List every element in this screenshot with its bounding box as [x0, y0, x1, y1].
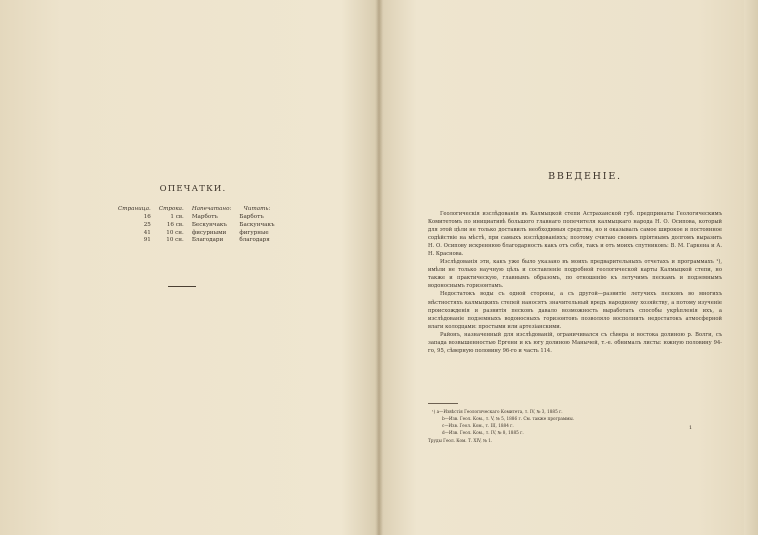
errata-col-page: Страница. — [118, 206, 151, 212]
errata-printed: фисурными — [191, 229, 227, 236]
errata-divider — [168, 286, 196, 287]
paragraph: Районъ, назначенный для изслѣдованій, ограничивался съ сѣвера и востока долиною р. Волги, съ запада возвышенностью Ергени и къ югу долиною Манычей, т.-е. обнималъ листы: южную половину 94-го, 95, сѣверную половину 96-го и часть 114. — [428, 331, 722, 354]
footnote: d—Изв. Геол. Ком., т. IV, № 8, 1885 г. — [442, 430, 524, 435]
errata-read: фигурные — [239, 229, 269, 236]
table-row — [114, 237, 279, 245]
errata-col-printed: Напечатано: — [191, 206, 232, 212]
footnote-divider — [428, 403, 458, 404]
errata-printed: Марботъ — [191, 214, 218, 220]
table-row — [114, 214, 279, 222]
errata-line: 10 сн. — [166, 237, 184, 244]
right-page — [384, 0, 758, 535]
errata-page: 41 — [143, 229, 151, 236]
footnotes — [432, 408, 574, 436]
page-number: 1 — [689, 425, 693, 431]
table-row — [114, 222, 279, 230]
errata-line: 1 св. — [170, 214, 184, 220]
errata-printed: Благодари — [191, 237, 224, 244]
errata-page: 91 — [143, 237, 151, 244]
errata-line: 16 св. — [166, 221, 184, 228]
footnote: c—Изв. Геол. Ком., т. III, 1884 г. — [442, 423, 514, 428]
paragraph: Изслѣдованія эти, какъ уже было указано въ моихъ предварительныхъ отчетахъ и программахъ ¹), имѣли не только научную цѣль и составленіе подробной геологической карты Калмыцкой степи, но также и практическую, главнымъ образомъ, по отношенію къ летучимъ пескамъ и подземнымъ водоноснымъ горизонтамъ. — [428, 259, 722, 290]
errata-header-row — [114, 206, 279, 214]
left-page — [0, 0, 378, 535]
errata-read: Баскунчакъ — [239, 221, 275, 228]
printer-signature: Труды Геол. Ком. Т. XIV, № 1. — [428, 438, 493, 443]
errata-title: ОПЕЧАТКИ. — [159, 184, 227, 194]
paragraph: Геологическія изслѣдованія въ Калмыцкой степи Астраханской губ. предпринаты Геологическимъ Комитетомъ по инициативѣ большого главнаго попечителя калмыцкаго народа Н. О. Осипова, который для этой цѣли не только доставилъ необходимыя средства, но и оказывалъ самое широкое и постоянное содѣйствіе на мѣстѣ, при самыхъ изслѣдованіяхъ; поэтому считаю своимъ пріятнымъ долгомъ выразить Н. О. Осипову искреннюю благодарность какъ отъ себя, такъ и отъ моихъ спутниковъ: В. М. Гаркена и А. Н. Краснова. — [428, 211, 722, 258]
errata-col-read: Читать: — [243, 206, 271, 212]
paragraph: Недостатокъ воды съ одной стороны, а съ другой—развитіе летучихъ песковъ во многихъ мѣстностяхъ калмыцкихъ степей наносятъ значительный вредъ народному хозяйству, а потому изученіе происхожденія и развитія песковъ давало возможность выработать способы укрѣпленія ихъ, а изслѣдованіе подземныхъ водоносныхъ горизонтовъ позволяло восполнить недостатокъ атмосферной влаги колодцами: простыми или артезіанскими. — [428, 291, 722, 330]
errata-read: благодаря — [239, 237, 270, 244]
errata-read: Барботъ — [239, 214, 264, 220]
errata-printed: Бескунчакъ — [191, 221, 227, 228]
errata-col-line: Строка. — [158, 206, 184, 212]
footnote: ¹) a—Извѣстія Геологическаго Комитета, т. IV, № 3, 1885 г. — [432, 409, 563, 414]
errata-page: 25 — [143, 221, 151, 228]
errata-table — [114, 206, 279, 245]
body-text — [428, 210, 722, 355]
chapter-title: ВВЕДЕНІЕ. — [548, 171, 622, 182]
errata-line: 10 сн. — [166, 229, 184, 236]
footnote: b—Изв. Геол. Ком., т. V, № 5, 1886 г. См. также программы. — [442, 416, 575, 421]
errata-page: 16 — [143, 214, 151, 220]
